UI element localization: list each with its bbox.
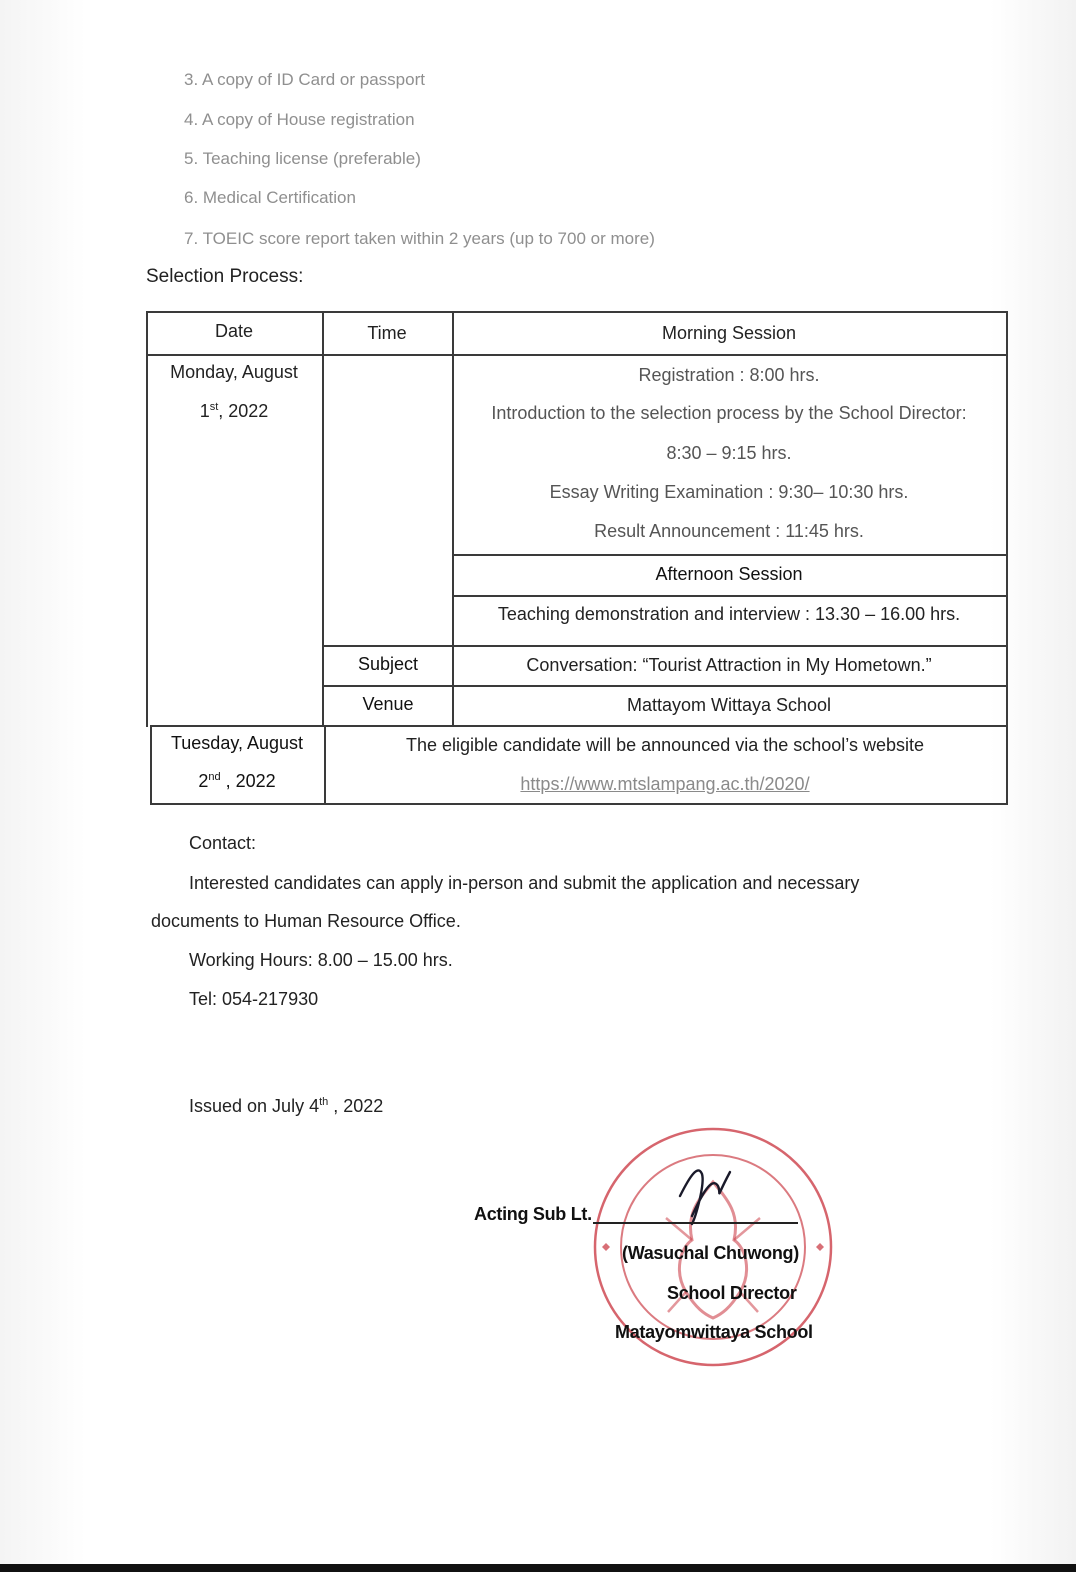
venue-value: Mattayom Wittaya School (626, 695, 832, 715)
website-link-cell (324, 774, 1006, 795)
website-link[interactable]: https://www.mtslampang.ac.th/2020/ (520, 774, 810, 794)
morning-session-header: Morning Session (661, 323, 797, 343)
stamp-star-right (816, 1243, 824, 1251)
day2-date-line1: Tuesday, August (170, 733, 304, 753)
introduction-time: 8:30 – 9:15 hrs. (666, 443, 792, 463)
day1-date-line1: Monday, August (170, 362, 298, 382)
table-border (1006, 311, 1008, 805)
scan-bottom-edge (0, 1564, 1076, 1572)
signature-line (593, 1222, 798, 1224)
teaching-demo-time: Teaching demonstration and interview : 13.30 – 16.00 hrs. (497, 604, 961, 624)
table-border (150, 803, 1008, 805)
table-border (324, 645, 1008, 647)
subject-value: Conversation: “Tourist Attraction in My Hometown.” (526, 655, 932, 675)
table-border (146, 311, 1008, 313)
day1-day: 1 (199, 401, 210, 421)
issued-date-ordinal: th (319, 1096, 329, 1108)
signatory-school: Matayomwittaya School (615, 1322, 813, 1342)
signatory-title: School Director (667, 1283, 797, 1303)
issued-date-suffix: , 2022 (328, 1096, 384, 1116)
day1-year: , 2022 (218, 401, 269, 421)
day2-year: , 2022 (220, 771, 276, 791)
venue-label: Venue (362, 694, 414, 714)
requirement-item: 6. Medical Certification (184, 188, 356, 207)
header-time: Time (367, 323, 407, 343)
telephone: Tel: 054-217930 (189, 989, 319, 1009)
essay-exam-time: Essay Writing Examination : 9:30– 10:30 hrs. (549, 482, 909, 502)
subject-label: Subject (357, 654, 419, 674)
contact-line2: documents to Human Resource Office. (151, 911, 461, 931)
announcement-text: The eligible candidate will be announced via the school’s website (405, 735, 924, 755)
issued-date-prefix: Issued on July 4 (189, 1096, 320, 1116)
working-hours: Working Hours: 8.00 – 15.00 hrs. (189, 950, 453, 970)
table-border (453, 554, 1008, 556)
signatory-rank: Acting Sub Lt. (474, 1204, 592, 1224)
issued-date (189, 1096, 383, 1117)
selection-schedule-table (146, 311, 1008, 805)
registration-time: Registration : 8:00 hrs. (638, 365, 820, 385)
requirement-item: 5. Teaching license (preferable) (184, 149, 421, 168)
stamp-star-left (602, 1243, 610, 1251)
table-border (453, 595, 1008, 597)
introduction-item: Introduction to the selection process by the School Director: (491, 403, 967, 423)
header-date: Date (214, 321, 254, 341)
table-border (150, 725, 1008, 727)
day2-date-line2 (150, 771, 324, 792)
contact-heading: Contact: (189, 833, 257, 853)
day1-date-line2 (146, 401, 322, 422)
signature-block (470, 1120, 850, 1400)
day2-ordinal: nd (208, 771, 221, 783)
contact-line1: Interested candidates can apply in-person and submit the application and necessary (189, 873, 860, 893)
requirement-item: 7. TOEIC score report taken within 2 years (up to 700 or more) (184, 229, 655, 248)
signatory-name: (Wasuchal Chuwong) (622, 1243, 799, 1263)
signature-stroke (680, 1170, 730, 1224)
day2-day: 2 (198, 771, 209, 791)
selection-process-heading: Selection Process: (146, 266, 304, 287)
day1-ordinal: st (209, 401, 219, 413)
requirement-item: 3. A copy of ID Card or passport (184, 70, 425, 89)
handwritten-signature-scribble (670, 1146, 740, 1226)
requirement-item: 4. A copy of House registration (184, 110, 415, 129)
table-border (146, 354, 1008, 356)
afternoon-session-header: Afternoon Session (655, 564, 803, 584)
result-announcement-time: Result Announcement : 11:45 hrs. (594, 521, 864, 541)
table-border (324, 685, 1008, 687)
